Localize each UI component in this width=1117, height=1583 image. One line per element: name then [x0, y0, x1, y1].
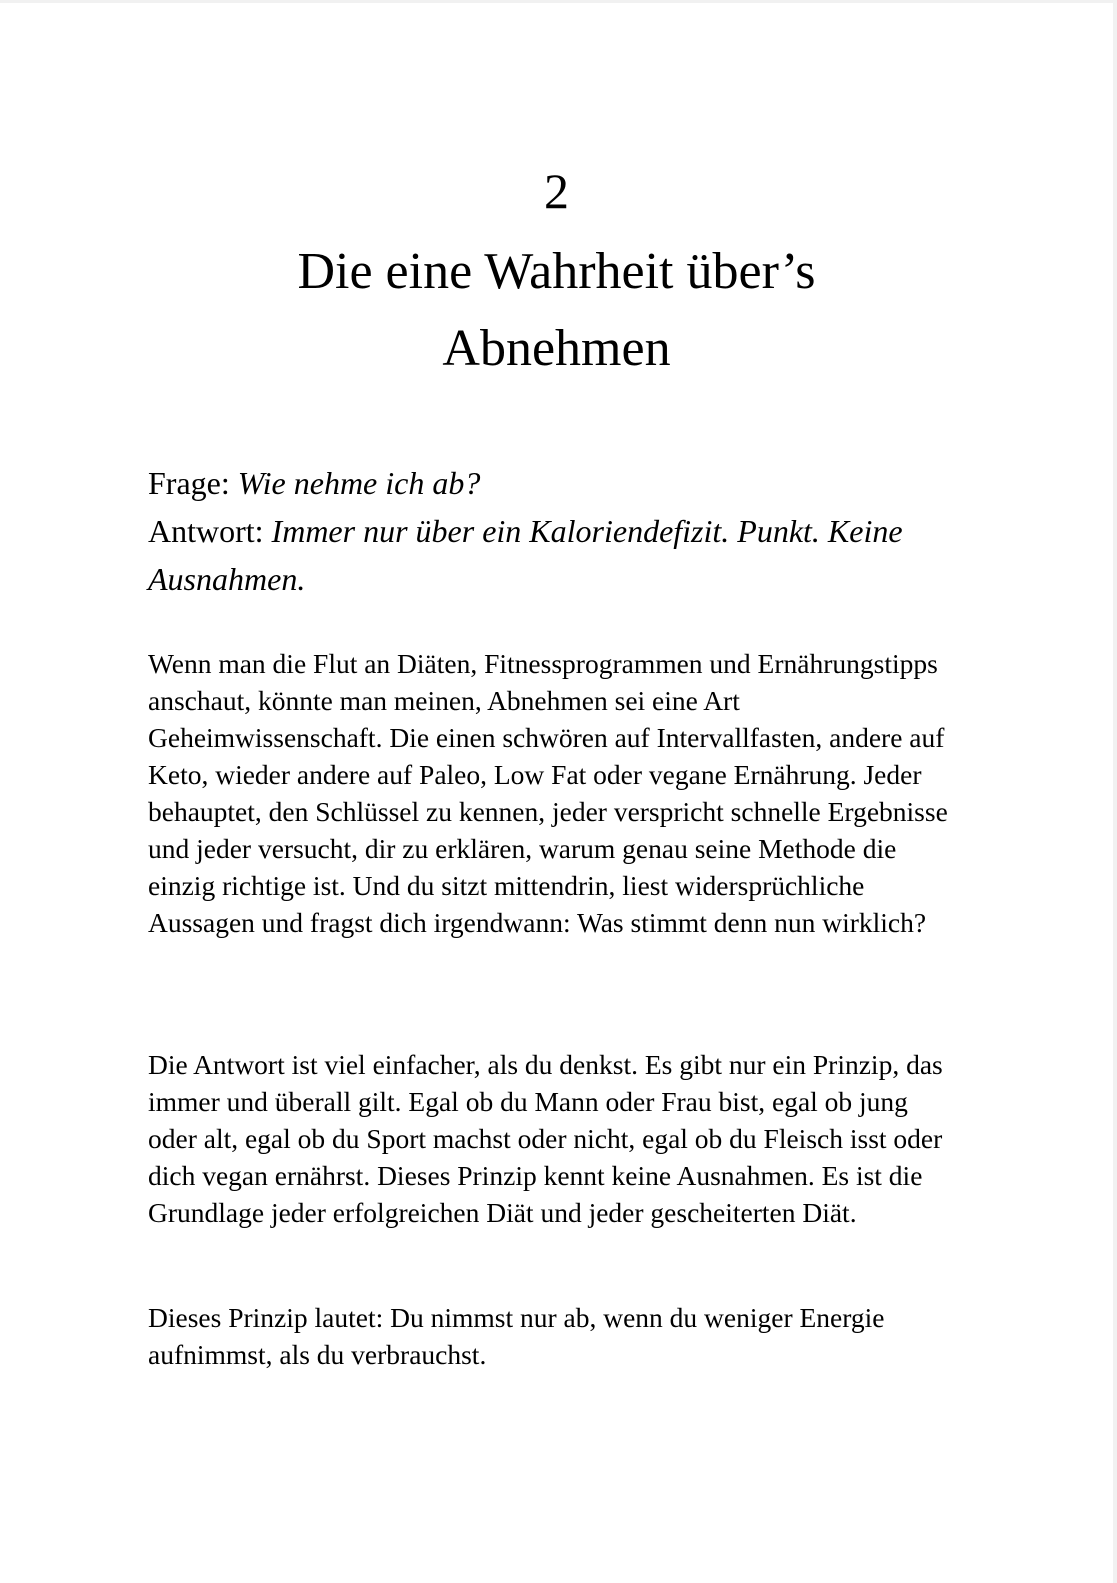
chapter-number: 2	[544, 163, 569, 219]
chapter-title-line-2: Abnehmen	[442, 320, 671, 377]
chapter-title-line-1: Die eine Wahrheit über’s	[297, 243, 816, 300]
paragraph: Dieses Prinzip lautet: Du nimmst nur ab, wenn du weniger Energie aufnimmst, als du verbrauchst.	[148, 1302, 885, 1370]
chapter-title	[180, 233, 933, 387]
question-answer-block	[148, 459, 948, 603]
paragraph: Die Antwort ist viel einfacher, als du denkst. Es gibt nur ein Prinzip, das immer und überall gilt. Egal ob du Mann oder Frau bist, egal ob jung oder alt, egal ob du Sport machst oder nicht, egal ob du Fleisch isst oder dich vegan ernährst. Dieses Prinzip kennt keine Ausnahmen. Es ist die Grundlage jeder erfolgreichen Diät und jeder gescheiterten Diät.	[148, 1049, 943, 1228]
question-label: Frage:	[148, 465, 238, 501]
question-text: Wie nehme ich ab?	[237, 465, 481, 501]
question-line	[148, 459, 948, 507]
paragraph: Wenn man die Flut an Diäten, Fitnessprogrammen und Ernährungstipps anschaut, könnte man meinen, Abnehmen sei eine Art Geheimwissenschaft. Die einen schwören auf Intervallfasten, andere auf Keto, wieder andere auf Paleo, Low Fat oder vegane Ernährung. Jeder behauptet, den Schlüssel zu kennen, jeder verspricht schnelle Ergebnisse und jeder versucht, dir zu erklären, warum genau seine Methode die einzig richtige ist. Und du sitzt mittendrin, liest widersprüchliche Aussagen und fragst dich irgendwann: Was stimmt denn nun wirklich?	[148, 648, 948, 938]
answer-label: Antwort:	[148, 513, 272, 549]
document-page	[0, 3, 1113, 1583]
answer-line	[148, 507, 948, 603]
answer-text: Immer nur über ein Kaloriendefizit. Punkt. Keine Ausnahmen.	[148, 513, 903, 597]
